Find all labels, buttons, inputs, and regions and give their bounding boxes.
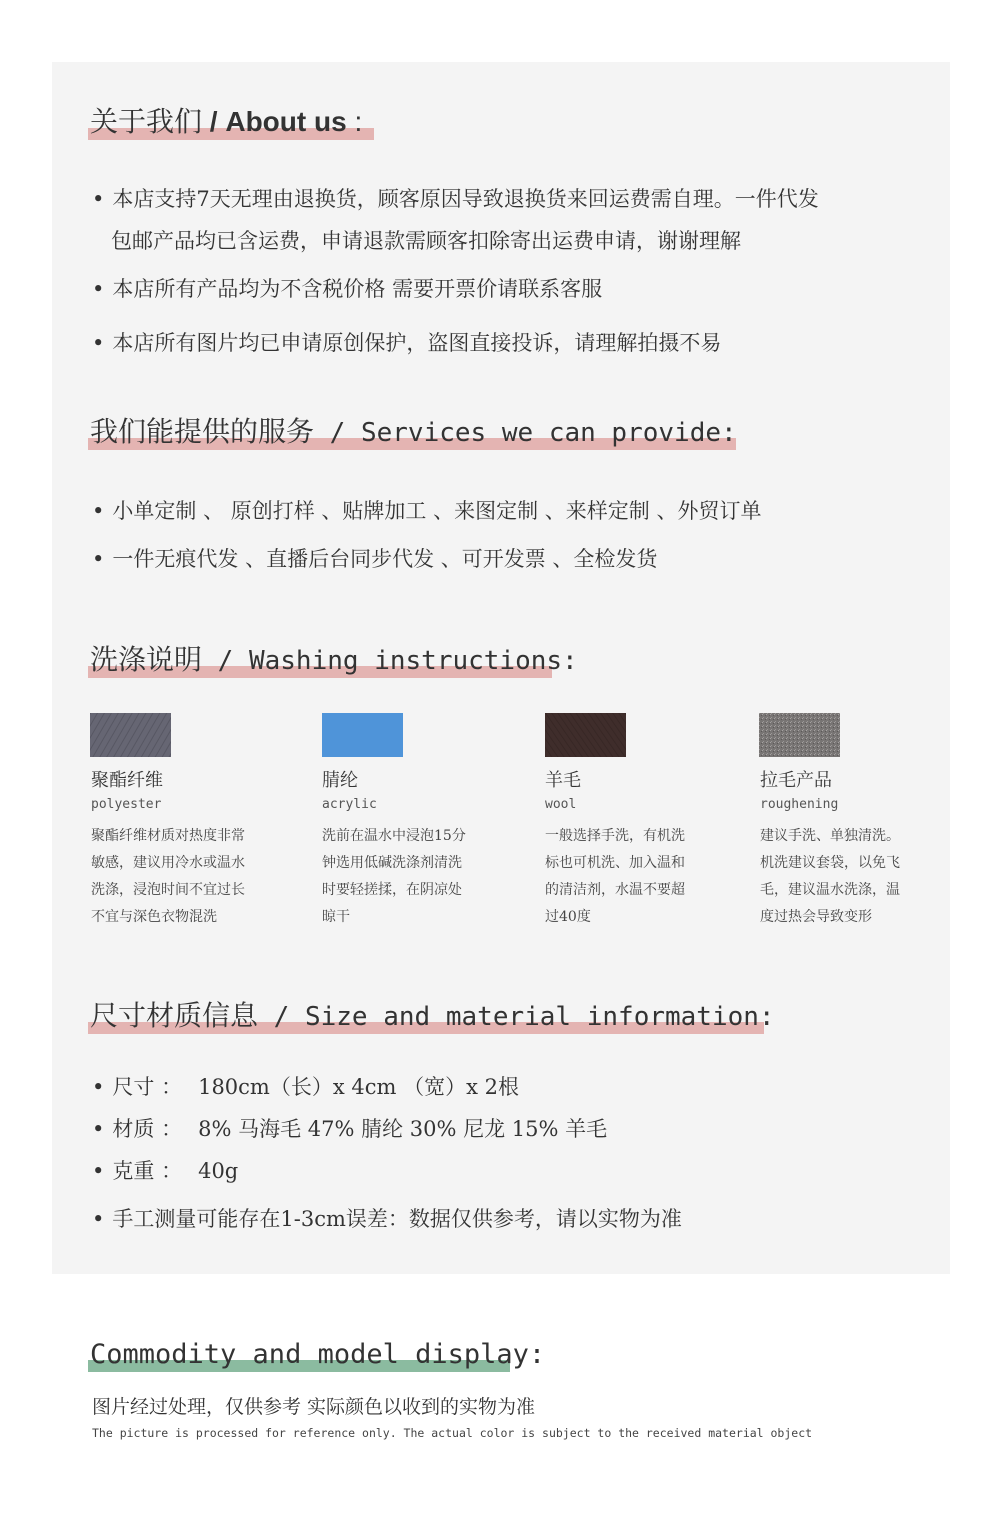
display-heading-en: Commodity and model display: [90,1339,546,1370]
acrylic-swatch [322,713,403,757]
about-item: • 本店支持7天无理由退换货，顾客原因导致退换货来回运费需自理。一件代发 [92,187,819,211]
size-heading-zh: 尺寸材质信息 [90,999,259,1032]
about-item-continued: 包邮产品均已含运费，申请退款需顾客扣除寄出运费申请，谢谢理解 [111,229,741,253]
washing-heading-en: / Washing instructions: [202,646,578,676]
about-item: • 本店所有产品均为不含税价格 需要开票价请联系客服 [92,277,603,301]
size-row: • 尺寸 ： 180cm（长）x 4cm （宽）x 2根 [92,1075,519,1099]
display-heading [90,1340,545,1368]
wool-swatch [545,713,626,757]
roughening-swatch [759,713,840,757]
material-row: • 材质 ： 8% 马海毛 47% 腈纶 30% 尼龙 15% 羊毛 [92,1117,608,1141]
polyester-swatch [90,713,171,757]
service-item: • 小单定制 、 原创打样 、贴牌加工 、来图定制 、来样定制 、外贸订单 [92,499,762,523]
washing-item-wool: 羊毛 wool 一般选择手洗，有机洗 标也可机洗、加入温和 的清洁剂，水温不要超 过40度 [545,770,685,925]
about-item: • 本店所有图片均已申请原创保护，盗图直接投诉，请理解拍摄不易 [92,331,722,355]
size-heading [90,999,775,1032]
washing-heading-zh: 洗涤说明 [90,643,203,676]
services-heading-zh: 我们能提供的服务 [90,415,315,448]
size-heading-en: / Size and material information: [258,1002,775,1032]
services-heading [90,415,737,448]
about-heading-colon: : [346,106,363,137]
display-note-zh: 图片经过处理，仅供参考 实际颜色以收到的实物为准 [92,1396,536,1418]
display-note-en: The picture is processed for reference only. The actual color is subject to the received material object [92,1426,813,1440]
about-heading-sep: / [202,106,226,137]
washing-item-polyester: 聚酯纤维 polyester 聚酯纤维材质对热度非常 敏感，建议用冷水或温水 洗涤，浸泡时间不宜过长 不宜与深色衣物混洗 [91,770,245,925]
washing-item-acrylic: 腈纶 acrylic 洗前在温水中浸泡15分 钟选用低碱洗涤剂清洗 时要轻搓揉，在阴凉处 晾干 [322,770,466,925]
service-item: • 一件无痕代发 、直播后台同步代发 、可开发票 、全检发货 [92,547,658,571]
about-heading [90,108,362,136]
measurement-note: • 手工测量可能存在1-3cm误差：数据仅供参考，请以实物为准 [92,1207,682,1231]
about-heading-en: About us [225,106,347,137]
washing-item-roughening: 拉毛产品 roughening 建议手洗、单独清洗。 机洗建议套袋，以免飞 毛，建议温水洗涤，温 度过热会导致变形 [760,770,900,925]
about-heading-zh: 关于我们 [90,106,203,137]
weight-row: • 克重 ： 40g [92,1159,239,1183]
services-heading-en: / Services we can provide: [314,418,737,448]
washing-heading [90,643,578,676]
